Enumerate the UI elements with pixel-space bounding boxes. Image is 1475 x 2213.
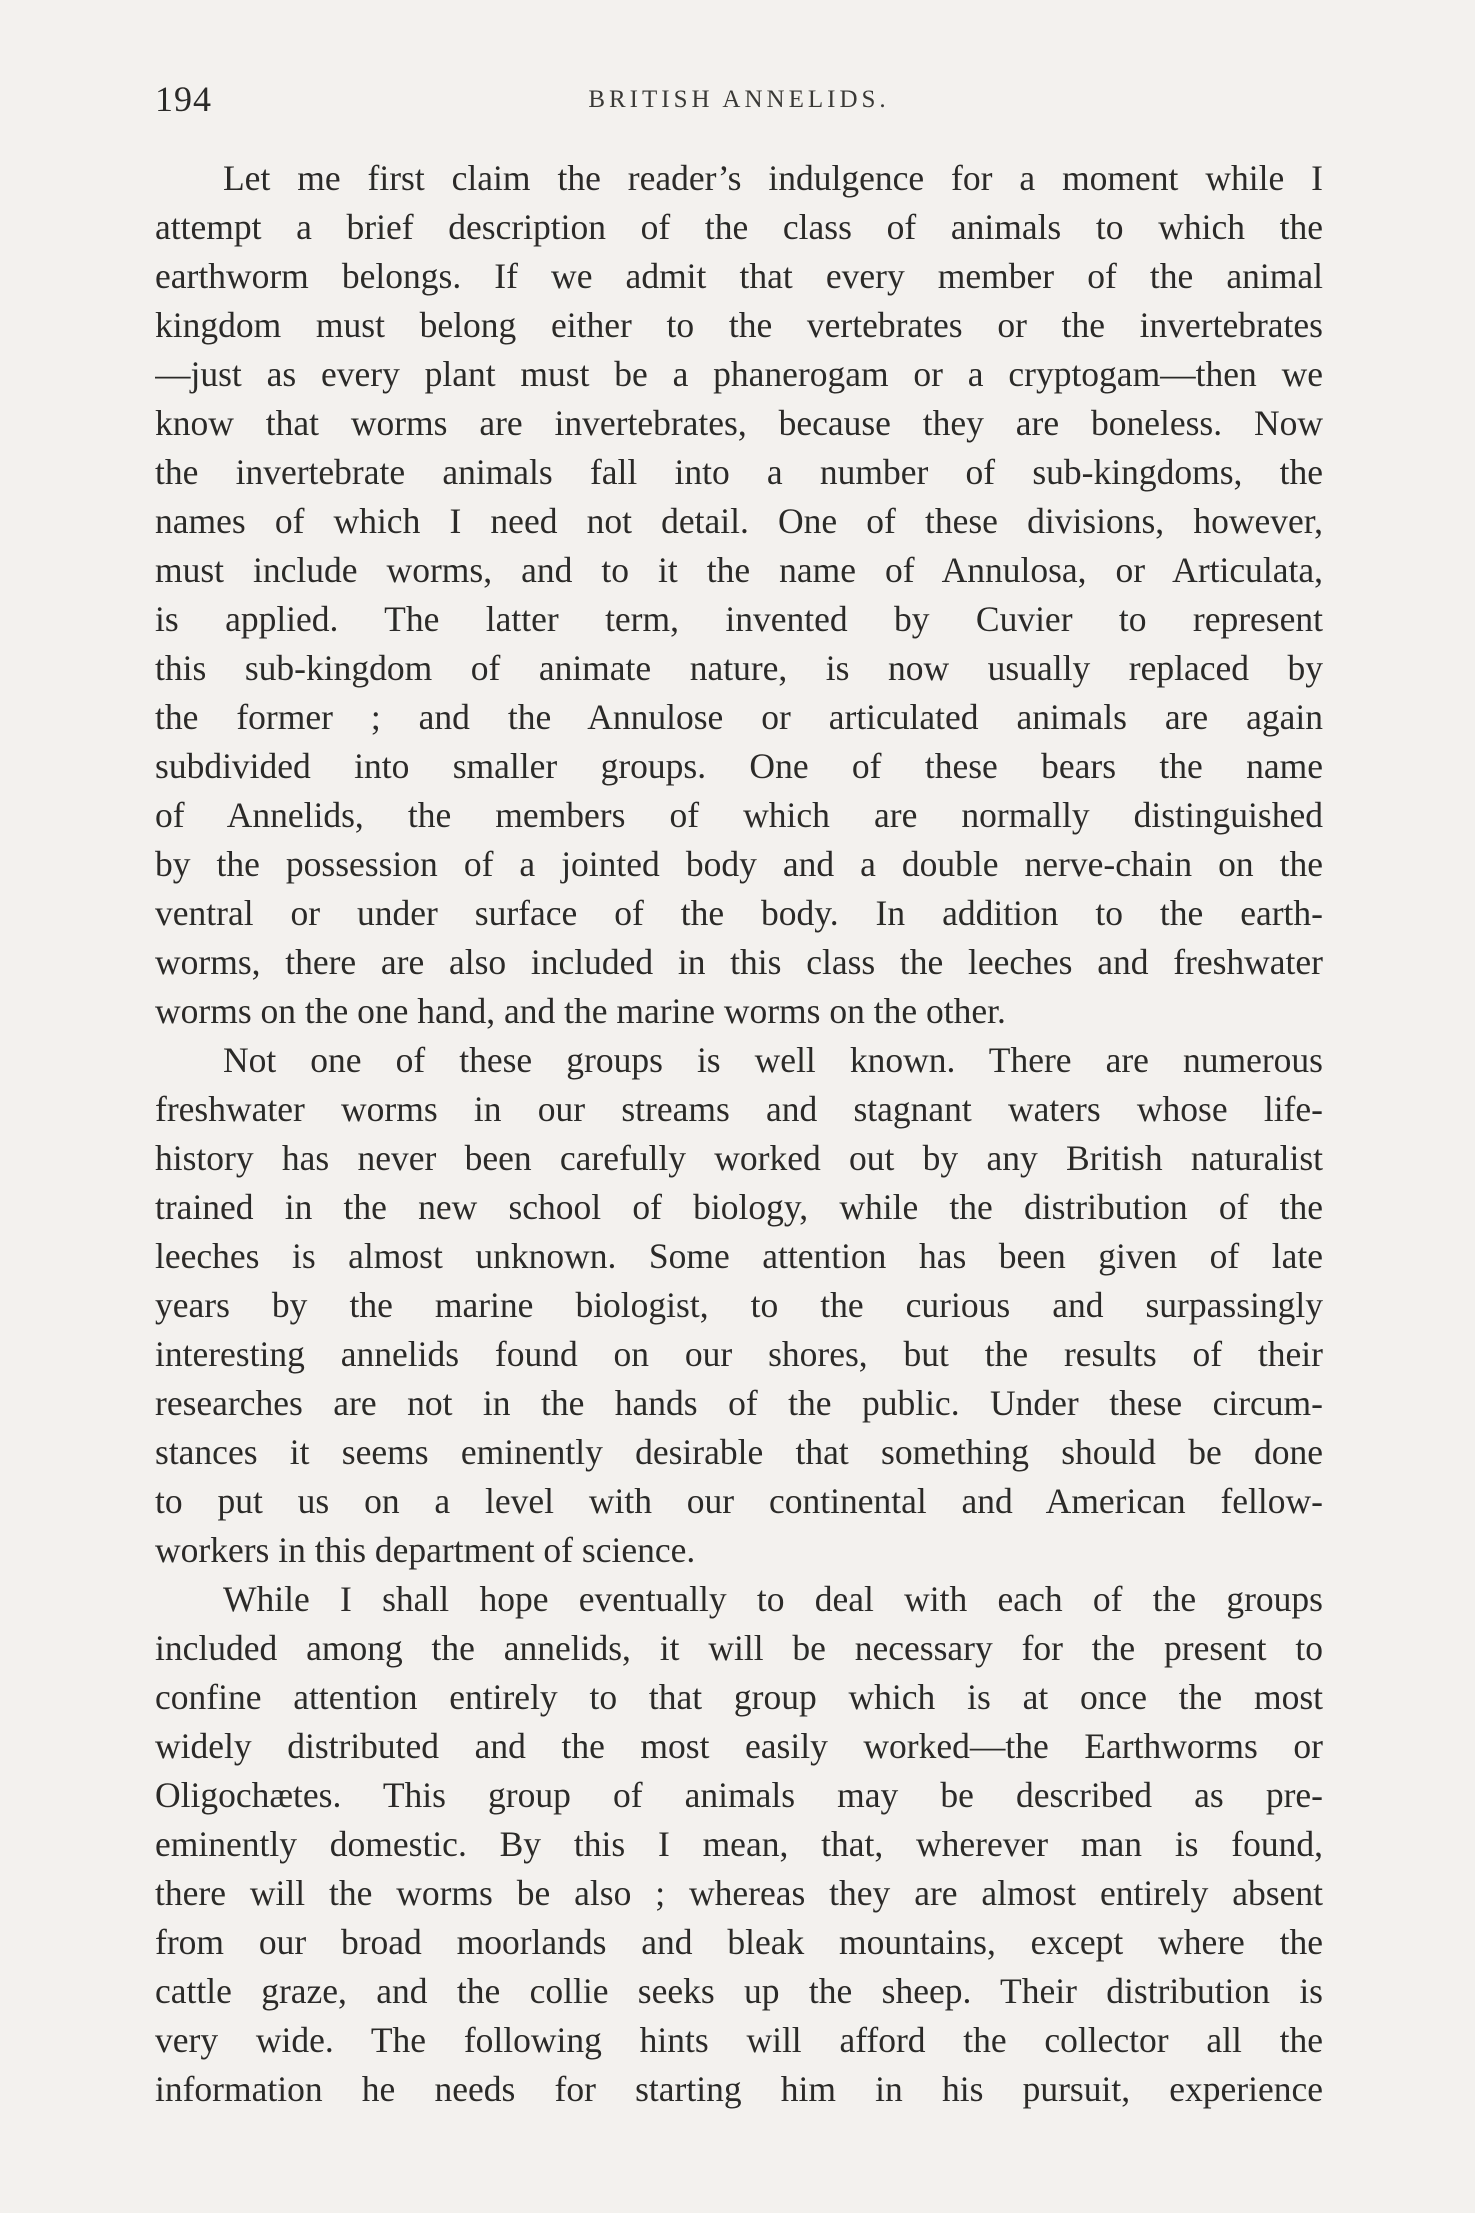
paragraph	[155, 154, 1323, 1036]
text-line: attempt a brief description of the class of animals to which the	[155, 207, 1323, 247]
text-line: of Annelids, the members of which are normally distinguished	[155, 795, 1323, 835]
text-line: know that worms are invertebrates, because they are boneless. Now	[155, 403, 1323, 443]
text-line: must include worms, and to it the name of Annulosa, or Articulata,	[155, 550, 1323, 590]
text-line: —just as every plant must be a phanerogam or a cryptogam—then we	[155, 354, 1323, 394]
text-line: information he needs for starting him in his pursuit, experience	[155, 2069, 1323, 2109]
text-line: cattle graze, and the collie seeks up the sheep. Their distribution is	[155, 1971, 1323, 2011]
text-line: eminently domestic. By this I mean, that, wherever man is found,	[155, 1824, 1323, 1864]
paragraph	[155, 1575, 1323, 2114]
body-text	[155, 154, 1323, 2114]
text-line: is applied. The latter term, invented by Cuvier to represent	[155, 599, 1323, 639]
text-line: very wide. The following hints will afford the collector all the	[155, 2020, 1323, 2060]
text-line: trained in the new school of biology, while the distribution of the	[155, 1187, 1323, 1227]
text-line: While I shall hope eventually to deal with each of the groups	[223, 1579, 1323, 1619]
text-line: freshwater worms in our streams and stagnant waters whose life-	[155, 1089, 1323, 1129]
text-line: the invertebrate animals fall into a number of sub-kingdoms, the	[155, 452, 1323, 492]
text-line: from our broad moorlands and bleak mountains, except where the	[155, 1922, 1323, 1962]
text-line: there will the worms be also ; whereas they are almost entirely absent	[155, 1873, 1323, 1913]
text-line: workers in this department of science.	[155, 1530, 696, 1570]
text-line: the former ; and the Annulose or articulated animals are again	[155, 697, 1323, 737]
text-line: kingdom must belong either to the vertebrates or the invertebrates	[155, 305, 1323, 345]
text-line: years by the marine biologist, to the curious and surpassingly	[155, 1285, 1323, 1325]
running-title: BRITISH ANNELIDS.	[588, 86, 890, 113]
text-line: Not one of these groups is well known. There are numerous	[223, 1040, 1323, 1080]
text-line: included among the annelids, it will be necessary for the present to	[155, 1628, 1323, 1668]
text-line: confine attention entirely to that group which is at once the most	[155, 1677, 1323, 1717]
text-line: by the possession of a jointed body and a double nerve-chain on the	[155, 844, 1323, 884]
text-line: Let me first claim the reader’s indulgence for a moment while I	[223, 158, 1323, 198]
running-head	[155, 78, 1323, 128]
text-line: Oligochætes. This group of animals may be described as pre-	[155, 1775, 1323, 1815]
text-line: interesting annelids found on our shores, but the results of their	[155, 1334, 1323, 1374]
page-number: 194	[155, 79, 212, 119]
paragraph	[155, 1036, 1323, 1575]
text-line: subdivided into smaller groups. One of these bears the name	[155, 746, 1323, 786]
text-line: widely distributed and the most easily worked—the Earthworms or	[155, 1726, 1323, 1766]
text-line: this sub-kingdom of animate nature, is now usually replaced by	[155, 648, 1323, 688]
text-line: worms on the one hand, and the marine worms on the other.	[155, 991, 1006, 1031]
text-line: researches are not in the hands of the public. Under these circum-	[155, 1383, 1323, 1423]
text-line: names of which I need not detail. One of these divisions, however,	[155, 501, 1323, 541]
text-line: to put us on a level with our continental and American fellow-	[155, 1481, 1323, 1521]
text-line: stances it seems eminently desirable that something should be done	[155, 1432, 1323, 1472]
text-line: leeches is almost unknown. Some attention has been given of late	[155, 1236, 1323, 1276]
text-line: ventral or under surface of the body. In addition to the earth-	[155, 893, 1323, 933]
text-line: history has never been carefully worked out by any British naturalist	[155, 1138, 1323, 1178]
text-line: worms, there are also included in this class the leeches and freshwater	[155, 942, 1323, 982]
text-line: earthworm belongs. If we admit that every member of the animal	[155, 256, 1323, 296]
